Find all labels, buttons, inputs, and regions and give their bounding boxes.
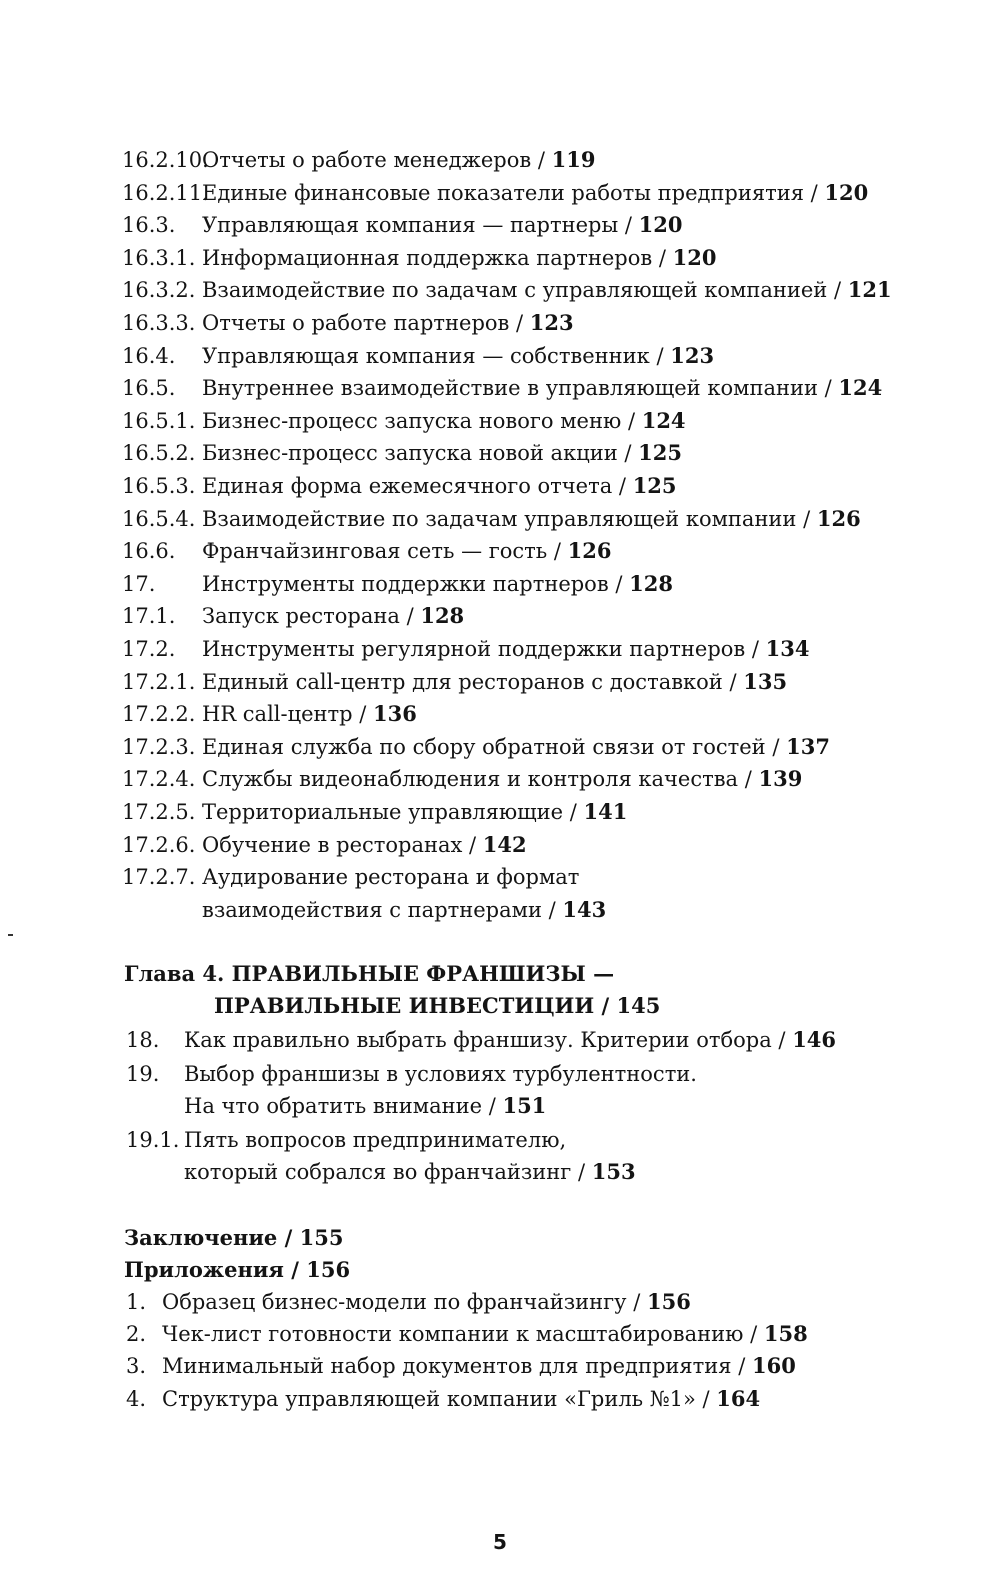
entry-number: 16.5.2. xyxy=(122,441,196,465)
entry-page-number: 128 xyxy=(629,571,673,596)
entry-title-text: Выбор франшизы в условиях турбулентности. xyxy=(184,1062,697,1086)
entry-number: 16.2.11. xyxy=(122,181,209,205)
entry-number: 17. xyxy=(122,572,156,596)
entry-title-text: Информационная поддержка партнеров xyxy=(202,246,653,270)
entry-title xyxy=(202,242,716,274)
entry-separator: / xyxy=(803,181,825,205)
entry-title xyxy=(202,144,596,176)
entry-title-text: HR call-центр xyxy=(202,702,353,726)
entry-separator: / xyxy=(722,670,744,694)
entry-separator: / xyxy=(618,213,639,237)
entry-number: 1. xyxy=(126,1290,147,1314)
toc-entry xyxy=(126,1383,880,1415)
entry-title-text: Чек-лист готовности компании к масштабированию xyxy=(162,1322,744,1346)
entry-number: 17.2.4. xyxy=(122,767,196,791)
entry-page-number: 124 xyxy=(641,408,686,433)
entry-title-text: Минимальный набор документов для предприятия xyxy=(162,1354,732,1378)
entry-separator: / xyxy=(827,278,848,302)
entry-title xyxy=(202,274,892,306)
entry-title xyxy=(184,1024,836,1056)
entry-number: 16.3.3. xyxy=(122,311,196,335)
page-number: 5 xyxy=(493,1530,507,1554)
entry-title-text: Пять вопросов предпринимателю, xyxy=(184,1128,567,1152)
entry-page-number: 151 xyxy=(502,1093,547,1118)
entry-number: 16.5.4. xyxy=(122,507,196,531)
toc-entry xyxy=(122,470,880,502)
entry-number: 3. xyxy=(126,1354,147,1378)
entry-number: 16.5.1. xyxy=(122,409,196,433)
toc-entry xyxy=(126,1090,880,1122)
entry-title-text: Службы видеонаблюдения и контроля качества xyxy=(202,767,739,791)
entry-title-text: Единая форма ежемесячного отчета xyxy=(202,474,613,498)
entry-number: 4. xyxy=(126,1387,147,1411)
toc-entry xyxy=(122,274,892,306)
entry-page-number: 137 xyxy=(786,734,830,759)
entry-title xyxy=(202,861,579,893)
entry-number: 16.5.3. xyxy=(122,474,196,498)
entry-number: 17.2.2. xyxy=(122,702,196,726)
entry-page-number: 126 xyxy=(567,538,612,563)
entry-number: 19.1. xyxy=(126,1128,180,1152)
entry-title xyxy=(202,829,527,861)
entry-title xyxy=(202,470,677,502)
entry-separator: / xyxy=(509,311,530,335)
entry-separator: / xyxy=(765,735,787,759)
entry-title xyxy=(162,1383,760,1415)
entry-number: 16.5. xyxy=(122,376,176,400)
entry-page-number: 153 xyxy=(591,1159,636,1184)
entry-title-text: Аудирование ресторана и формат xyxy=(202,865,580,889)
entry-page-number: 136 xyxy=(373,701,417,726)
conclusion-entry xyxy=(124,1222,343,1254)
toc-entry xyxy=(122,698,880,730)
entry-title-text: взаимодействия с партнерами xyxy=(202,898,542,922)
toc-entry xyxy=(122,829,880,861)
entry-title xyxy=(202,763,802,795)
entry-title xyxy=(184,1156,636,1188)
entry-title-text: Территориальные управляющие xyxy=(202,800,564,824)
entry-title-text: Управляющая компания — собственник xyxy=(202,344,650,368)
entry-separator: / xyxy=(612,474,633,498)
entry-separator: / xyxy=(547,539,568,563)
entry-page-number: 120 xyxy=(672,245,717,270)
entry-title-text: Как правильно выбрать франшизу. Критерии отбора xyxy=(184,1028,772,1052)
toc-entry xyxy=(122,731,880,763)
entry-title xyxy=(202,372,882,404)
entry-page-number: 120 xyxy=(638,212,683,237)
toc-entry xyxy=(122,405,880,437)
toc-entry xyxy=(122,307,880,339)
entry-separator: / xyxy=(743,1322,764,1346)
appendices-page-number: 156 xyxy=(306,1257,351,1282)
entry-title xyxy=(202,307,574,339)
entry-separator: / xyxy=(817,376,839,400)
entry-separator: / xyxy=(731,1354,752,1378)
entry-number: 17.1. xyxy=(122,604,176,628)
entry-number: 19. xyxy=(126,1062,160,1086)
entry-number: 16.3. xyxy=(122,213,176,237)
entry-page-number: 123 xyxy=(670,343,715,368)
entry-title-text: Бизнес-процесс запуска новой акции xyxy=(202,441,618,465)
entry-title xyxy=(184,1124,566,1156)
entry-title-text: Структура управляющей компании «Гриль №1» xyxy=(162,1387,696,1411)
entry-page-number: 121 xyxy=(847,277,892,302)
entry-page-number: 156 xyxy=(646,1289,691,1314)
entry-title xyxy=(202,568,673,600)
entry-separator: / xyxy=(617,441,639,465)
entry-separator: / xyxy=(284,1225,300,1250)
toc-entry xyxy=(126,1350,880,1382)
entry-title-text: На что обратить внимание xyxy=(184,1094,483,1118)
entry-separator: / xyxy=(738,767,759,791)
entry-page-number: 146 xyxy=(792,1027,837,1052)
entry-title-text: Бизнес-процесс запуска нового меню xyxy=(202,409,622,433)
entry-page-number: 125 xyxy=(632,473,677,498)
entry-title xyxy=(202,503,861,535)
entry-title xyxy=(202,177,868,209)
entry-title xyxy=(202,437,682,469)
entry-page-number: 160 xyxy=(751,1353,796,1378)
entry-separator: / xyxy=(541,898,563,922)
entry-number: 17.2.5. xyxy=(122,800,196,824)
toc-entry xyxy=(122,242,880,274)
entry-separator: / xyxy=(626,1290,647,1314)
entry-number: 16.3.1. xyxy=(122,246,196,270)
entry-title xyxy=(202,666,787,698)
chapter-heading-line2: ПРАВИЛЬНЫЕ ИНВЕСТИЦИИ xyxy=(214,993,595,1018)
entry-page-number: 134 xyxy=(765,636,810,661)
entry-separator: / xyxy=(399,604,421,628)
toc-entry xyxy=(126,1058,880,1090)
entry-page-number: 164 xyxy=(716,1386,761,1411)
entry-number: 2. xyxy=(126,1322,147,1346)
entry-title-text: который собрался во франчайзинг xyxy=(184,1160,572,1184)
entry-page-number: 143 xyxy=(562,897,607,922)
toc-entry xyxy=(122,340,880,372)
entry-page-number: 123 xyxy=(529,310,574,335)
entry-page-number: 120 xyxy=(824,180,869,205)
entry-title xyxy=(202,340,714,372)
entry-number: 16.2.10. xyxy=(122,148,209,172)
entry-title xyxy=(202,600,464,632)
entry-title-text: Инструменты регулярной поддержки партнеров xyxy=(202,637,746,661)
entry-title-text: Единая служба по сбору обратной связи от гостей xyxy=(202,735,766,759)
toc-entry xyxy=(122,568,880,600)
entry-title-text: Единые финансовые показатели работы предприятия xyxy=(202,181,804,205)
toc-entry xyxy=(126,1124,880,1156)
toc-entry xyxy=(122,372,883,404)
entry-separator: / xyxy=(649,344,671,368)
entry-title xyxy=(162,1350,796,1382)
conclusion-page-number: 155 xyxy=(299,1225,344,1250)
conclusion-label: Заключение xyxy=(124,1225,278,1250)
entry-number: 17.2.7. xyxy=(122,865,196,889)
entry-number: 16.6. xyxy=(122,539,176,563)
appendices-entry xyxy=(124,1254,350,1286)
entry-separator: / xyxy=(621,409,642,433)
entry-page-number: 135 xyxy=(743,669,788,694)
entry-title xyxy=(202,796,627,828)
toc-entry xyxy=(122,144,880,176)
entry-title-text: Отчеты о работе менеджеров xyxy=(202,148,532,172)
entry-separator: / xyxy=(601,993,617,1018)
toc-entry xyxy=(122,535,880,567)
margin-mark xyxy=(8,934,13,936)
entry-separator: / xyxy=(771,1028,793,1052)
entry-title-text: Франчайзинговая сеть — гость xyxy=(202,539,548,563)
entry-title-text: Взаимодействие по задачам с управляющей компанией xyxy=(202,278,828,302)
entry-number: 16.3.2. xyxy=(122,278,196,302)
entry-title xyxy=(202,698,417,730)
entry-separator: / xyxy=(652,246,673,270)
entry-page-number: 125 xyxy=(638,440,682,465)
entry-title xyxy=(202,731,830,763)
toc-entry xyxy=(122,894,880,926)
toc-entry xyxy=(122,209,880,241)
appendices-label: Приложения xyxy=(124,1257,284,1282)
entry-title xyxy=(202,535,611,567)
toc-entry xyxy=(122,763,880,795)
entry-page-number: 142 xyxy=(482,832,527,857)
toc-entry xyxy=(126,1318,880,1350)
entry-number: 18. xyxy=(126,1028,160,1052)
entry-title-text: Единый call-центр для ресторанов с доставкой xyxy=(202,670,723,694)
toc-entry xyxy=(122,666,880,698)
entry-title xyxy=(184,1090,546,1122)
entry-separator: / xyxy=(745,637,766,661)
chapter-page-number: 145 xyxy=(616,993,661,1018)
entry-number: 17.2. xyxy=(122,637,176,661)
entry-title xyxy=(202,209,682,241)
entry-title xyxy=(162,1318,808,1350)
toc-entry xyxy=(122,437,880,469)
toc-entry xyxy=(126,1156,880,1188)
entry-title xyxy=(162,1286,691,1318)
entry-separator: / xyxy=(482,1094,503,1118)
entry-separator: / xyxy=(571,1160,592,1184)
entry-separator: / xyxy=(531,148,552,172)
entry-page-number: 119 xyxy=(551,147,596,172)
toc-entry xyxy=(122,177,880,209)
entry-title-text: Обучение в ресторанах xyxy=(202,833,463,857)
entry-title xyxy=(202,633,810,665)
entry-separator: / xyxy=(796,507,817,531)
entry-title-text: Запуск ресторана xyxy=(202,604,400,628)
toc-entry xyxy=(122,503,880,535)
entry-title-text: Отчеты о работе партнеров xyxy=(202,311,510,335)
entry-page-number: 126 xyxy=(816,506,861,531)
entry-page-number: 128 xyxy=(420,603,465,628)
entry-title-text: Образец бизнес-модели по франчайзингу xyxy=(162,1290,627,1314)
entry-title-text: Управляющая компания — партнеры xyxy=(202,213,619,237)
entry-number: 17.2.6. xyxy=(122,833,196,857)
entry-title-text: Взаимодействие по задачам управляющей компании xyxy=(202,507,797,531)
entry-page-number: 141 xyxy=(583,799,628,824)
chapter-heading-line1: Глава 4. ПРАВИЛЬНЫЕ ФРАНШИЗЫ — xyxy=(124,961,615,986)
entry-number: 17.2.3. xyxy=(122,735,196,759)
entry-separator: / xyxy=(563,800,584,824)
entry-separator: / xyxy=(291,1257,307,1282)
entry-title-text: Инструменты поддержки партнеров xyxy=(202,572,609,596)
entry-page-number: 139 xyxy=(758,766,803,791)
entry-separator: / xyxy=(462,833,483,857)
entry-number: 16.4. xyxy=(122,344,176,368)
toc-entry xyxy=(126,1024,880,1056)
entry-page-number: 124 xyxy=(838,375,883,400)
chapter-heading xyxy=(124,958,614,990)
entry-separator: / xyxy=(695,1387,717,1411)
entry-title xyxy=(184,1058,697,1090)
entry-title xyxy=(202,405,686,437)
toc-entry xyxy=(122,633,880,665)
entry-separator: / xyxy=(352,702,374,726)
toc-entry xyxy=(126,1286,880,1318)
entry-title xyxy=(202,894,606,926)
entry-number: 17.2.1. xyxy=(122,670,196,694)
toc-entry xyxy=(122,796,880,828)
entry-page-number: 158 xyxy=(763,1321,808,1346)
entry-separator: / xyxy=(608,572,630,596)
entry-title-text: Внутреннее взаимодействие в управляющей компании xyxy=(202,376,818,400)
chapter-heading-continued xyxy=(124,990,660,1022)
toc-entry xyxy=(122,600,880,632)
toc-entry xyxy=(122,861,880,893)
